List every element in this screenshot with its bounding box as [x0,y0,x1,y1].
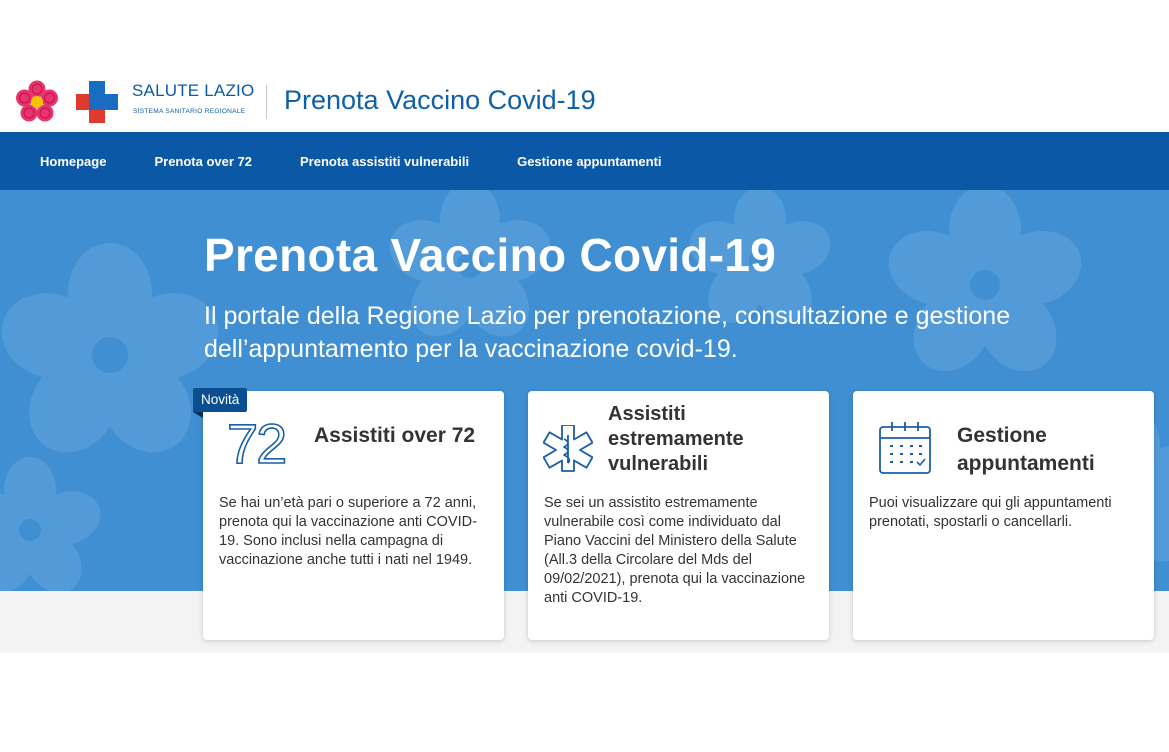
number-72-icon: 72 [227,412,286,475]
brand-name[interactable]: SALUTE LAZIO [132,81,255,100]
app-title[interactable]: Prenota Vaccino Covid-19 [284,85,596,115]
card-title: Assistiti over 72 [314,424,476,447]
card-assistiti-vulnerabili[interactable] [528,391,829,640]
hero-title: Prenota Vaccino Covid-19 [204,229,777,281]
card-description: Puoi visualizzare qui gli appuntamenti prenotati, spostarli o cancellarli. [869,495,1112,530]
card-description: Se sei un assistito estremamente vulnerabile così come individuato dal Piano Vaccini del Ministero della Salute (All.3 della Circolare del Mds del 09/02/2021), prenota qui la vaccinazione anti COVID-19. [544,495,806,606]
header [0,70,1169,132]
hero-subtitle: Il portale della Regione Lazio per prenotazione, consultazione e gestione dell’appuntamento per la vaccinazione covid-19. [204,302,1011,363]
flower-logo-icon[interactable] [14,79,60,125]
card-title: Assistiti estremamente vulnerabili [608,403,744,475]
card-gestione-appuntamenti[interactable] [853,391,1154,640]
health-cross-logo-icon[interactable] [74,79,120,125]
brand-subtitle: SISTEMA SANITARIO REGIONALE [133,108,246,115]
novita-badge: Novità [193,388,247,412]
nav-item-prenota-over-72[interactable]: Prenota over 72 [154,153,253,169]
nav-item-gestione-appuntamenti[interactable]: Gestione appuntamenti [517,153,662,169]
calendar-icon [878,420,932,476]
header-divider [266,85,267,119]
badge-fold [193,412,203,418]
card-title: Gestione appuntamenti [957,424,1095,475]
card-description: Se hai un’età pari o superiore a 72 anni, prenota qui la vaccinazione anti COVID-19. Sono inclusi nella campagna di vaccinazione anche tutti i nati nel 1949. [219,495,477,568]
nav-item-prenota-vulnerabili[interactable]: Prenota assistiti vulnerabili [300,153,470,169]
main-nav [0,132,1169,190]
medical-star-icon [543,425,593,475]
nav-item-homepage[interactable]: Homepage [40,153,107,169]
card-assistiti-over-72[interactable] [203,391,504,640]
